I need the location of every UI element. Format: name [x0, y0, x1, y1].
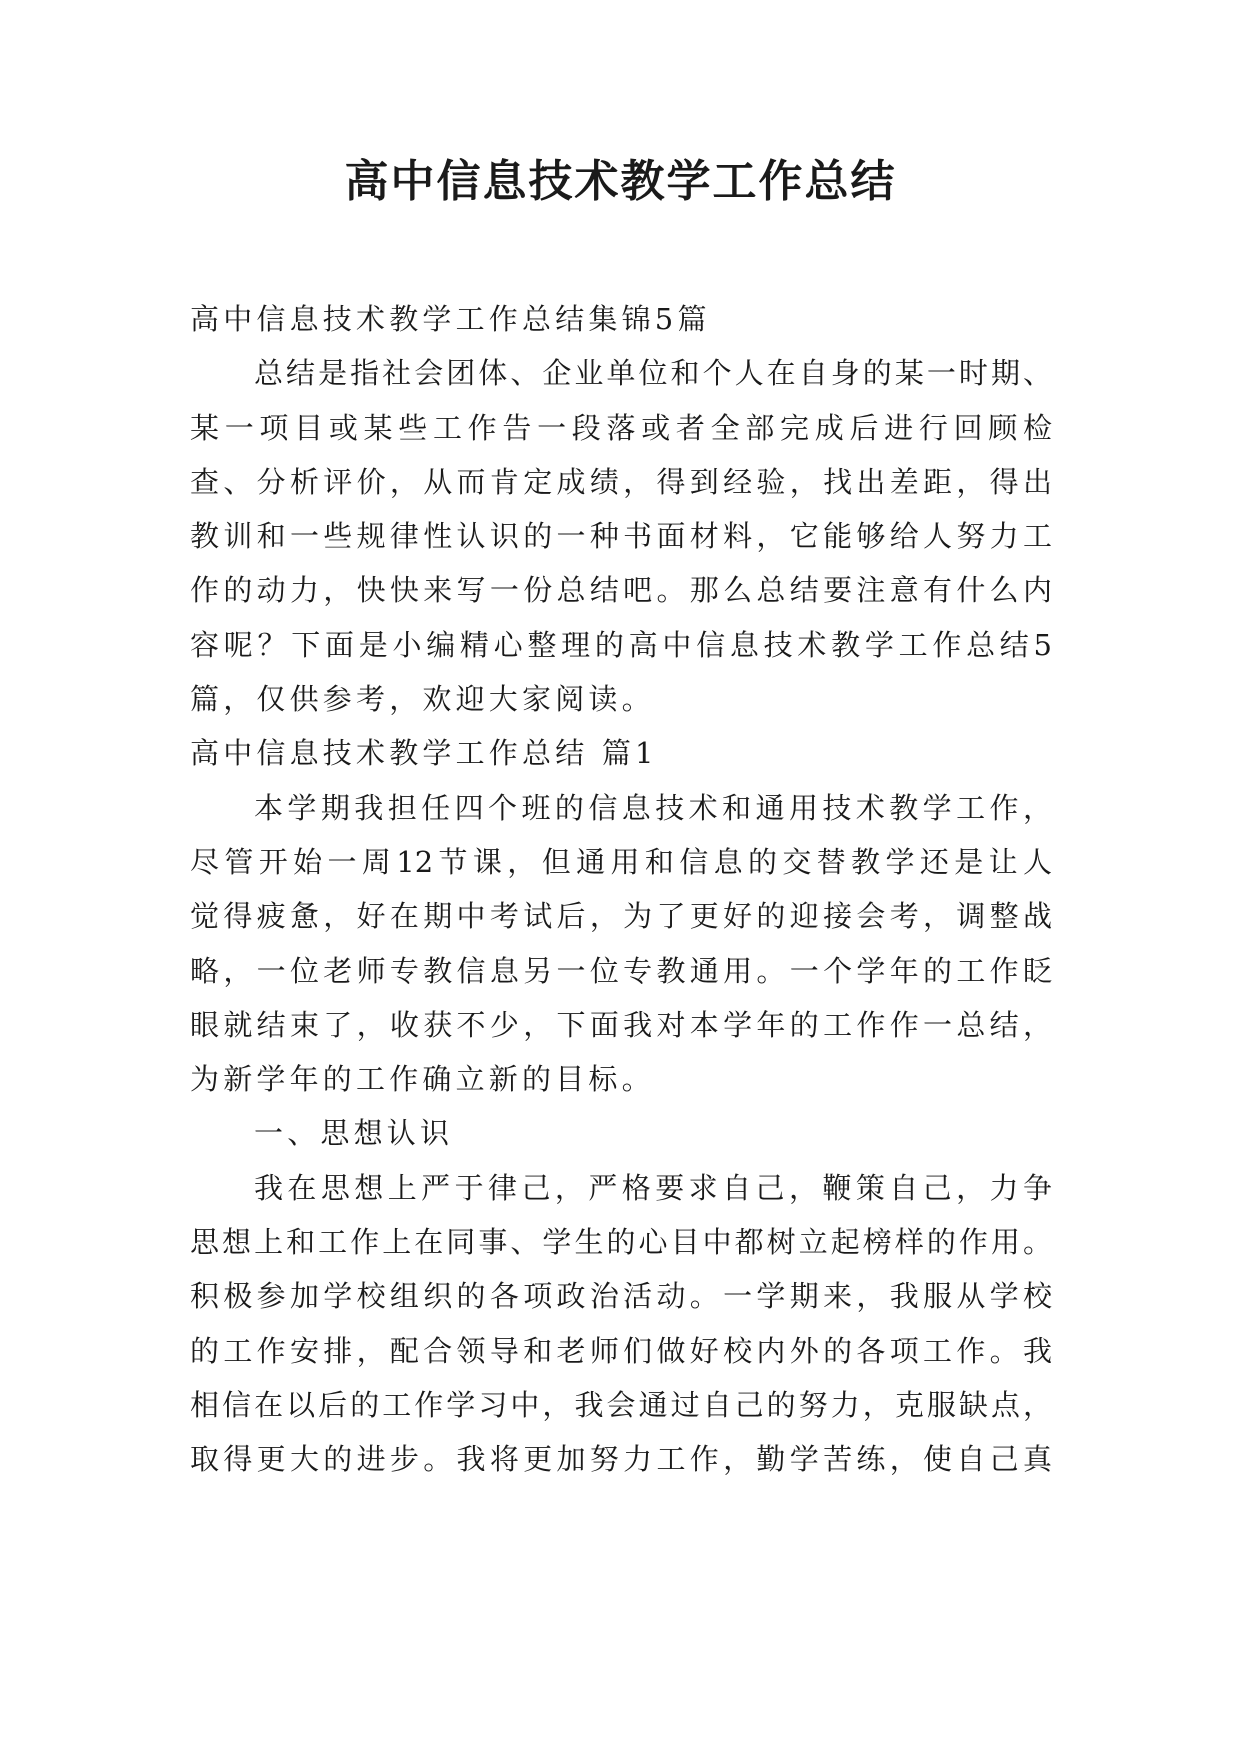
paragraph-line: 取得更大的进步。我将更加努力工作，勤学苦练，使自己真 — [190, 1442, 1052, 1477]
paragraph-line: 我在思想上严于律己，严格要求自己，鞭策自己，力争 — [254, 1170, 1052, 1205]
subtitle-line: 高中信息技术教学工作总结集锦5篇 — [190, 302, 711, 336]
paragraph-line: 本学期我担任四个班的信息技术和通用技术教学工作， — [254, 790, 1052, 825]
paragraph-line: 作的动力，快快来写一份总结吧。那么总结要注意有什么内 — [190, 573, 1052, 608]
document-title: 高中信息技术教学工作总结 — [344, 156, 897, 207]
paragraph-line: 教训和一些规律性认识的一种书面材料，它能够给人努力工 — [190, 519, 1052, 554]
paragraph-line: 查、分析评价，从而肯定成绩，得到经验，找出差距，得出 — [190, 464, 1052, 499]
paragraph-line: 为新学年的工作确立新的目标。 — [190, 1062, 655, 1097]
paragraph-line: 积极参加学校组织的各项政治活动。一学期来，我服从学校 — [190, 1279, 1052, 1314]
paragraph-line: 容呢？下面是小编精心整理的高中信息技术教学工作总结5 — [190, 627, 1052, 662]
paragraph-line: 略，一位老师专教信息另一位专教通用。一个学年的工作眨 — [190, 953, 1052, 988]
section-heading: 高中信息技术教学工作总结 篇1 — [190, 736, 658, 771]
paragraph-line: 眼就结束了，收获不少，下面我对本学年的工作作一总结， — [190, 1007, 1052, 1042]
subsection-heading: 一、思想认识 — [254, 1116, 454, 1151]
paragraph-line: 总结是指社会团体、企业单位和个人在自身的某一时期、 — [254, 356, 1052, 391]
paragraph-line: 篇，仅供参考，欢迎大家阅读。 — [190, 682, 655, 717]
paragraph-line: 思想上和工作上在同事、学生的心目中都树立起榜样的作用。 — [190, 1225, 1052, 1260]
paragraph-line: 觉得疲惫，好在期中考试后，为了更好的迎接会考，调整战 — [190, 899, 1052, 934]
paragraph-line: 的工作安排，配合领导和老师们做好校内外的各项工作。我 — [190, 1333, 1052, 1368]
paragraph-line: 尽管开始一周12节课，但通用和信息的交替教学还是让人 — [190, 844, 1052, 879]
paragraph-line: 相信在以后的工作学习中，我会通过自己的努力，克服缺点， — [190, 1387, 1052, 1422]
document-body — [190, 292, 1052, 1487]
paragraph-line: 某一项目或某些工作告一段落或者全部完成后进行回顾检 — [190, 410, 1052, 445]
